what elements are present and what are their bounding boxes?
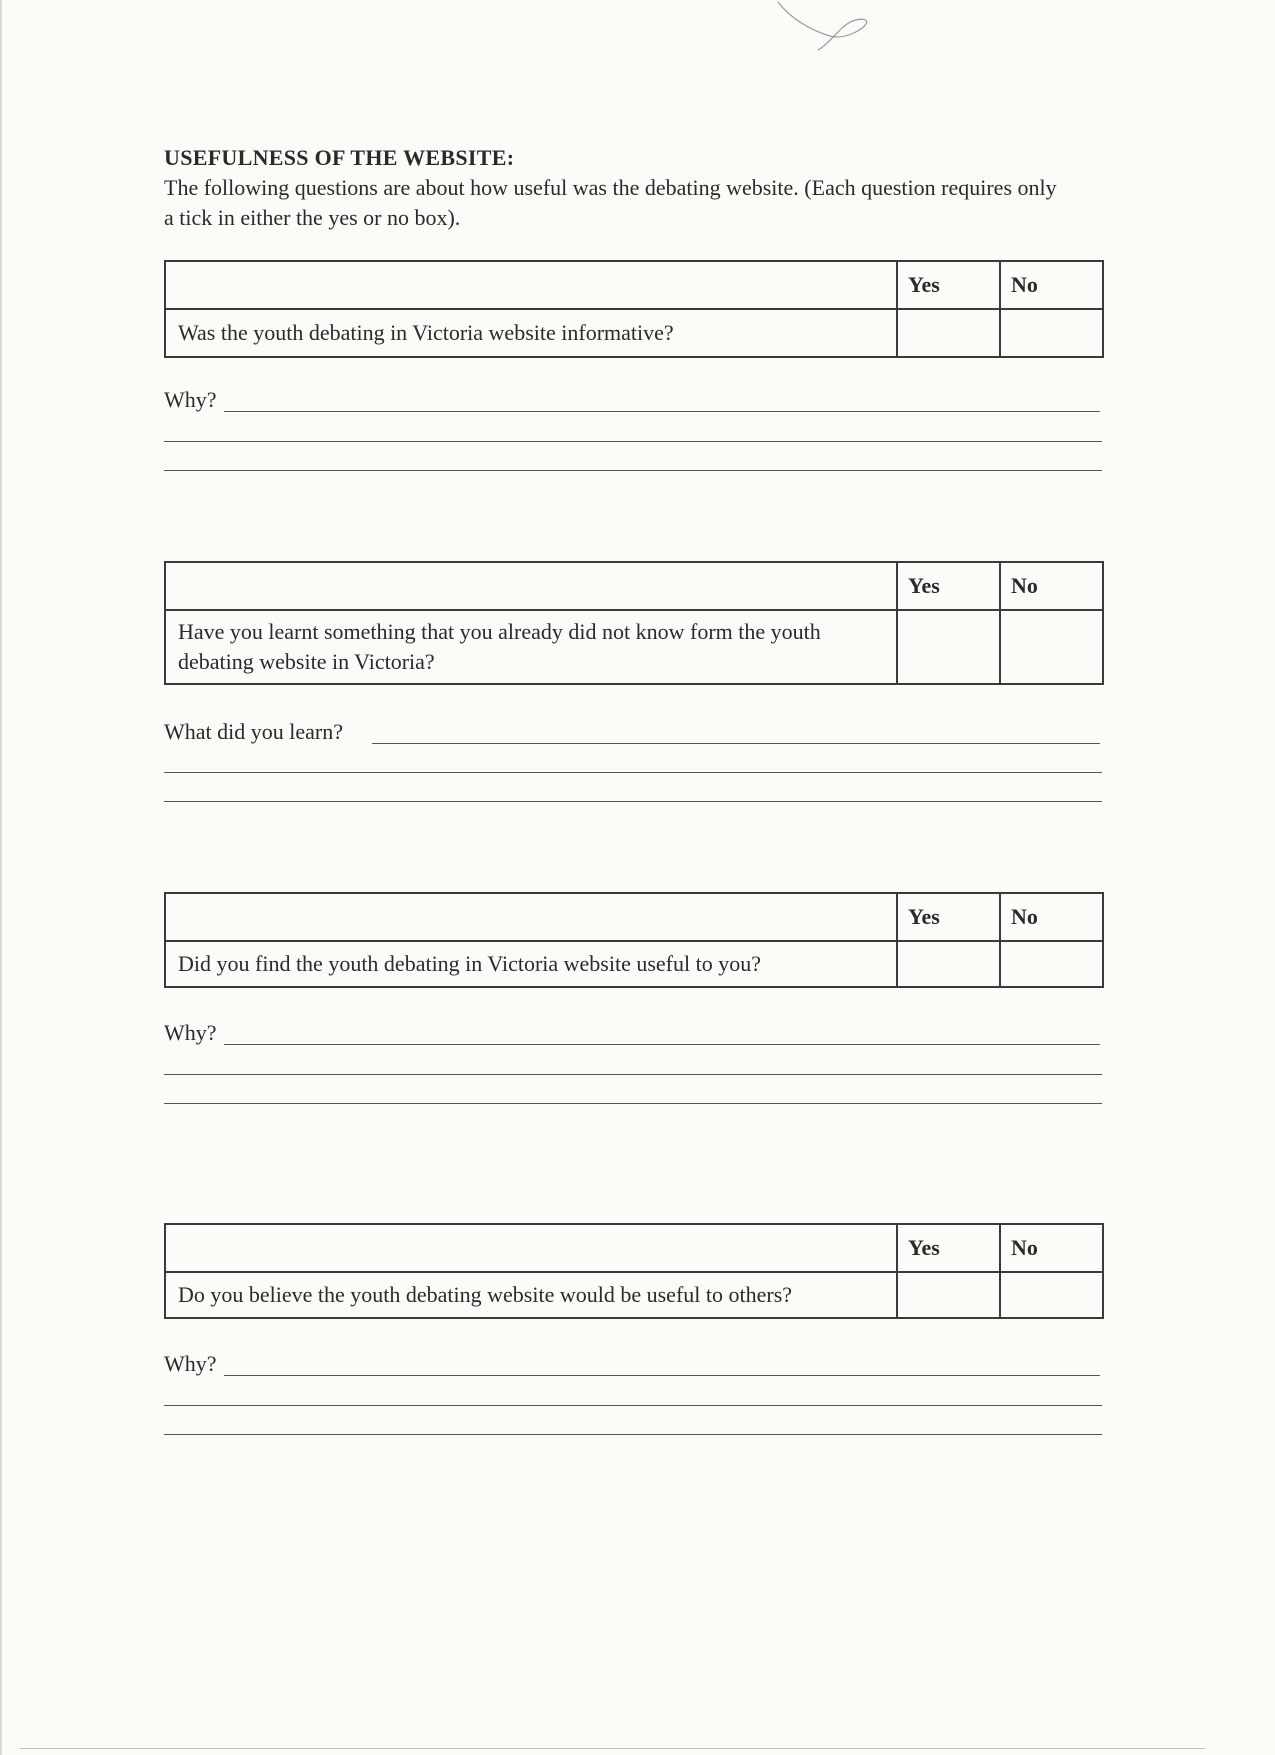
answer-line[interactable] [224,411,1100,412]
no-column-header: No [1000,261,1103,309]
yes-checkbox[interactable] [897,1272,1000,1318]
no-column-header: No [1000,562,1103,610]
no-column-header: No [1000,1224,1103,1272]
scan-edge-left [0,0,2,1755]
yes-checkbox[interactable] [897,610,1000,684]
section-intro: The following questions are about how useful was the debating website. (Each question requires only a tick in either the yes or no box). [164,175,1057,230]
answer-line[interactable] [372,743,1100,744]
yes-column-header: Yes [897,893,1000,941]
answer-line[interactable] [164,1103,1102,1104]
question-header-blank [165,893,897,941]
question-text: Was the youth debating in Victoria website informative? [165,309,897,357]
yes-column-header: Yes [897,562,1000,610]
no-checkbox[interactable] [1000,1272,1103,1318]
question-text: Have you learnt something that you already did not know form the youth debating website in Victoria? [165,610,897,684]
no-checkbox[interactable] [1000,610,1103,684]
answer-line[interactable] [164,801,1102,802]
answer-line[interactable] [164,441,1102,442]
follow-up-label: Why? [164,1020,217,1045]
question-header-blank [165,261,897,309]
yes-checkbox[interactable] [897,309,1000,357]
question-table-4 [164,1223,1104,1319]
question-text: Did you find the youth debating in Victoria website useful to you? [165,941,897,987]
question-header-blank [165,562,897,610]
follow-up-label: Why? [164,387,217,412]
question-header-blank [165,1224,897,1272]
section-heading: USEFULNESS OF THE WEBSITE: [164,145,515,170]
yes-checkbox[interactable] [897,941,1000,987]
pen-scribble-mark [770,0,880,60]
answer-line[interactable] [164,470,1102,471]
answer-line[interactable] [164,772,1102,773]
yes-column-header: Yes [897,1224,1000,1272]
answer-line[interactable] [164,1405,1102,1406]
follow-up-label: What did you learn? [164,719,343,744]
no-checkbox[interactable] [1000,309,1103,357]
answer-line[interactable] [164,1074,1102,1075]
question-table-2 [164,561,1104,685]
answer-line[interactable] [224,1375,1100,1376]
question-table-1 [164,260,1104,358]
no-checkbox[interactable] [1000,941,1103,987]
no-column-header: No [1000,893,1103,941]
answer-line[interactable] [224,1044,1100,1045]
question-text: Do you believe the youth debating website would be useful to others? [165,1272,897,1318]
scan-edge-bottom [20,1748,1205,1749]
answer-line[interactable] [164,1434,1102,1435]
question-table-3 [164,892,1104,988]
follow-up-label: Why? [164,1351,217,1376]
yes-column-header: Yes [897,261,1000,309]
